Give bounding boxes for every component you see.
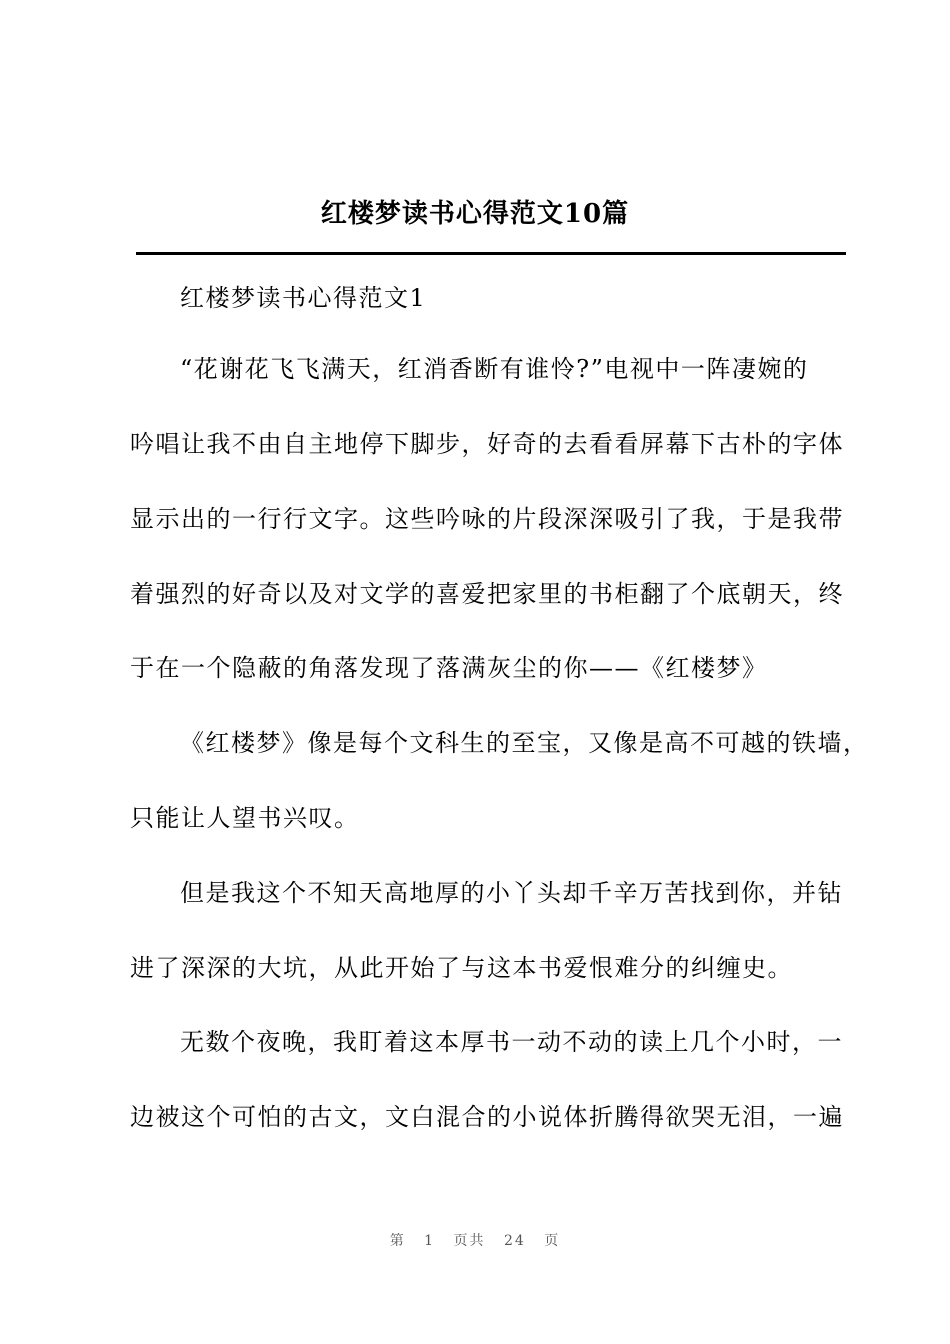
paragraph-line: 吟唱让我不由自主地停下脚步，好奇的去看看屏幕下古朴的字体 — [130, 430, 844, 458]
paragraph-line: 无数个夜晚，我盯着这本厚书一动不动的读上几个小时，一 — [180, 1028, 843, 1056]
footer-prefix: 第 — [389, 1233, 406, 1249]
paragraph-line: 显示出的一行行文字。这些吟咏的片段深深吸引了我，于是我带 — [130, 505, 844, 533]
document-title: 红楼梦读书心得范文10篇 — [320, 199, 630, 229]
page-footer — [0, 1230, 950, 1250]
footer-page-total: 24 — [504, 1233, 526, 1249]
paragraph-line: 进了深深的大坑，从此开始了与这本书爱恨难分的纠缠史。 — [130, 954, 793, 982]
paragraph-line: 着强烈的好奇以及对文学的喜爱把家里的书柜翻了个底朝天，终 — [130, 580, 844, 608]
paragraph-line: 只能让人望书兴叹。 — [130, 804, 360, 832]
section-heading: 红楼梦读书心得范文1 — [180, 284, 427, 312]
paragraph-line: 于在一个隐蔽的角落发现了落满灰尘的你——《红楼梦》 — [130, 654, 768, 682]
paragraph-line: 《红楼梦》像是每个文科生的至宝，又像是高不可越的铁墙， — [180, 729, 869, 757]
paragraph-line: 但是我这个不知天高地厚的小丫头却千辛万苦找到你，并钻 — [180, 879, 843, 907]
footer-middle: 页共 — [453, 1233, 486, 1249]
paragraph-line: “花谢花飞飞满天，红消香断有谁怜?”电视中一阵凄婉的 — [180, 355, 809, 383]
paragraph-line: 边被这个可怕的古文，文白混合的小说体折腾得欲哭无泪，一遍 — [130, 1103, 844, 1131]
title-divider — [136, 252, 846, 255]
footer-suffix: 页 — [544, 1233, 561, 1249]
footer-page-number: 1 — [424, 1233, 436, 1249]
